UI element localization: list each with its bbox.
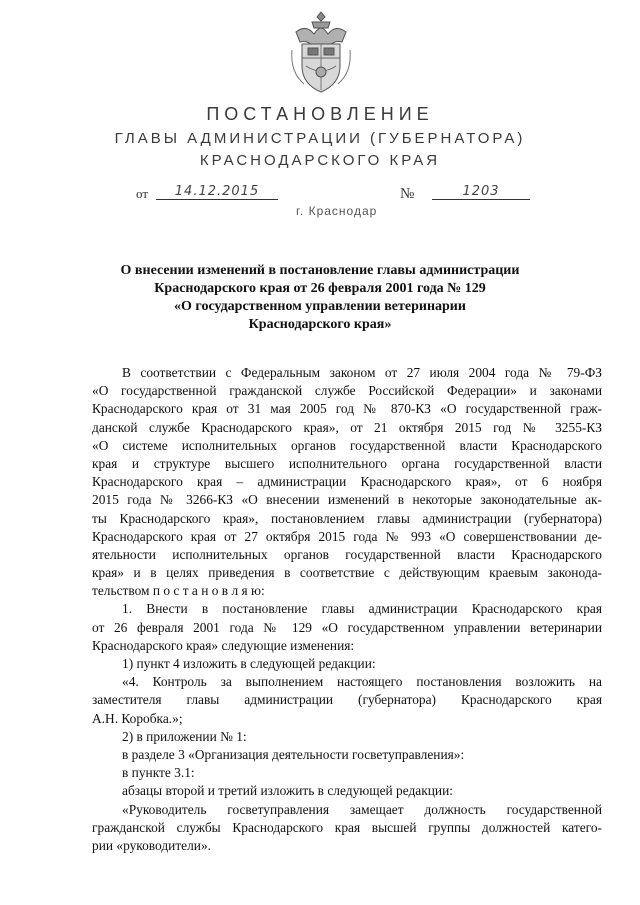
body-text-line: 1) пункт 4 изложить в следующей редакции: [122, 656, 376, 671]
body-text-line: А.Н. Коробка.»; [92, 710, 183, 726]
body-text-line: «О государственной гражданской службе Российской Федерации» и законами [92, 383, 602, 399]
number-prefix: № [400, 186, 415, 202]
title-line: Краснодарского края от 26 февраля 2001 года № 129 [154, 281, 486, 296]
body-text-line: 2) в приложении № 1: [122, 728, 247, 744]
body-text-line: абзацы второй и третий изложить в следующей редакции: [122, 783, 453, 799]
title-line: О внесении изменений в постановление главы администрации [120, 263, 520, 278]
title-line: «О государственном управлении ветеринарии [174, 299, 466, 314]
body-text-line: Краснодарского края – администрации Краснодарского края», от 6 ноября [92, 474, 602, 490]
body-text-line: гражданской службы Краснодарского края высшей группы должностей катего- [92, 819, 602, 835]
document-title [80, 262, 560, 334]
body-text-line: тельством п о с т а н о в л я ю: [92, 583, 265, 599]
coat-of-arms-emblem [288, 10, 354, 96]
document-number: 1203 [432, 184, 530, 200]
document-body [92, 364, 602, 855]
body-text-line: от 26 февраля 2001 года № 129 «О государственном управлении ветеринарии [92, 619, 602, 635]
body-text-line: ты Краснодарского края», постановлением главы администрации (губернатора) [92, 510, 602, 526]
body-text-line: Краснодарского края» следующие изменения: [92, 637, 355, 653]
body-text-line: ятельности исполнительных органов государственной власти Краснодарского [92, 546, 602, 562]
body-text-line: «4. Контроль за выполнением настоящего постановления возложить на [122, 674, 602, 690]
body-text-line: Краснодарского края от 27 октября 2015 года № 993 «О совершенствовании де- [92, 528, 602, 544]
body-text-line: 2015 года № 3266-КЗ «О внесении изменений в некоторые законодательные ак- [92, 492, 602, 508]
date-prefix: от [136, 186, 149, 201]
body-text-line: В соответствии с Федеральным законом от 27 июля 2004 года № 79-ФЗ [122, 365, 602, 380]
body-text-line: данской службе Краснодарского края», от 21 октября 2015 год № 3255-КЗ [92, 419, 602, 435]
body-text-line: «О системе исполнительных органов государственной власти Краснодарского [92, 437, 602, 453]
city-label: г. Краснодар [296, 204, 378, 218]
body-text-line: края» и в целях приведения в соответствие с действующим краевым законода- [92, 565, 602, 581]
body-text-line: края и структуре высшего исполнительного органа государственной власти [92, 455, 602, 471]
region-heading: КРАСНОДАРСКОГО КРАЯ [199, 152, 441, 169]
document-type-heading: ПОСТАНОВЛЕНИЕ [206, 104, 434, 124]
body-text-line: 1. Внести в постановление главы администрации Краснодарского края [122, 601, 602, 617]
document-date: 14.12.2015 [156, 184, 278, 200]
body-text-line: Краснодарского края от 31 мая 2005 год № 870-КЗ «О государственной граж- [92, 401, 602, 417]
body-text-line: заместителя главы администрации (губернатора) Краснодарского края [92, 692, 602, 708]
issuer-heading: ГЛАВЫ АДМИНИСТРАЦИИ (ГУБЕРНАТОРА) [114, 130, 526, 147]
body-text-line: рии «руководители». [92, 837, 212, 853]
body-text-line: в разделе 3 «Организация деятельности госветуправления»: [122, 746, 465, 762]
title-line: Краснодарского края» [248, 317, 392, 332]
body-text-line: «Руководитель госветуправления замещает должность государственной [122, 801, 602, 817]
body-text-line: в пункте 3.1: [122, 765, 195, 781]
